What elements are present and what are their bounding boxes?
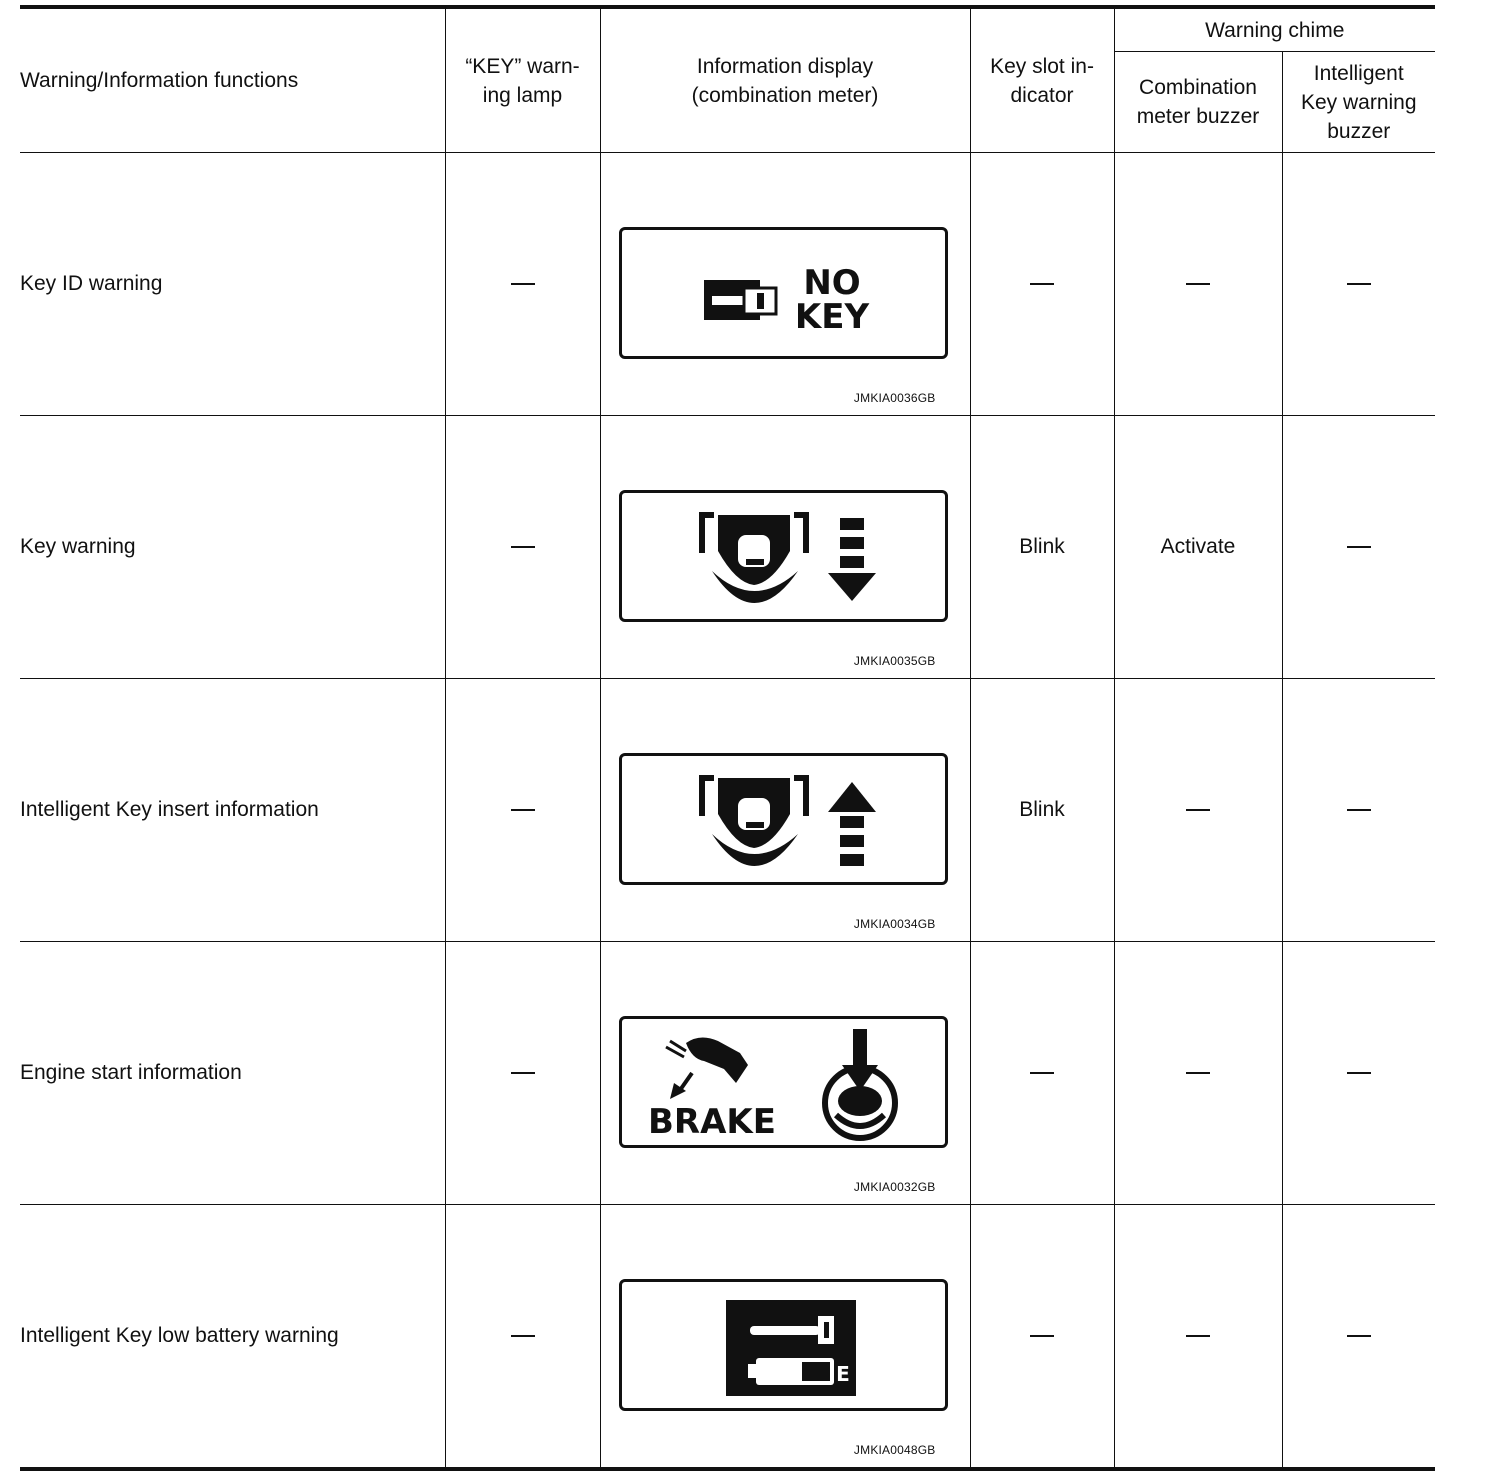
key-lamp-cell xyxy=(445,153,600,416)
table-row xyxy=(20,416,1435,679)
key-slot-cell xyxy=(970,1205,1114,1470)
dash xyxy=(511,546,535,548)
dash xyxy=(1347,1335,1371,1337)
brake-push-start-icon xyxy=(619,1016,948,1148)
table-row xyxy=(20,679,1435,942)
header-key-slot: Key slot in- dicator xyxy=(970,7,1114,153)
function-name: Key warning xyxy=(20,416,445,679)
ikey-buzzer-cell xyxy=(1282,942,1435,1205)
combo-buzzer-cell xyxy=(1114,679,1282,942)
image-code: JMKIA0048GB xyxy=(853,1443,936,1457)
dash xyxy=(1030,283,1054,285)
table-row xyxy=(20,942,1435,1205)
display-cell xyxy=(600,416,970,679)
key-slot-cell xyxy=(970,942,1114,1205)
combo-buzzer-cell: Activate xyxy=(1114,416,1282,679)
header-warning-chime: Warning chime xyxy=(1114,7,1435,52)
table-row xyxy=(20,1205,1435,1470)
header-functions: Warning/Information functions xyxy=(20,7,445,153)
key-lamp-cell xyxy=(445,679,600,942)
dash xyxy=(1186,1335,1210,1337)
combo-buzzer-cell xyxy=(1114,153,1282,416)
image-code: JMKIA0035GB xyxy=(853,654,936,668)
ikey-buzzer-cell xyxy=(1282,153,1435,416)
key-lamp-cell xyxy=(445,1205,600,1470)
dash xyxy=(1186,283,1210,285)
display-cell xyxy=(600,1205,970,1470)
key-lamp-cell xyxy=(445,416,600,679)
display-cell xyxy=(600,679,970,942)
ikey-buzzer-cell xyxy=(1282,1205,1435,1470)
header-key-lamp: “KEY” warn- ing lamp xyxy=(445,7,600,153)
key-slot-cell xyxy=(970,153,1114,416)
key-slot-cell: Blink xyxy=(970,679,1114,942)
dash xyxy=(511,1335,535,1337)
display-cell xyxy=(600,153,970,416)
no-text: NO xyxy=(802,263,861,303)
function-name: Intelligent Key low battery warning xyxy=(20,1205,445,1470)
empty-e-text: E xyxy=(835,1362,850,1386)
header-info-display: Information display (combination meter) xyxy=(600,7,970,153)
header-ikey-buzzer: Intelligent Key warning buzzer xyxy=(1282,52,1435,153)
dash xyxy=(511,1072,535,1074)
function-name: Key ID warning xyxy=(20,153,445,416)
key-low-battery-icon xyxy=(619,1279,948,1411)
dash xyxy=(1186,1072,1210,1074)
image-code: JMKIA0034GB xyxy=(853,917,936,931)
dash xyxy=(1030,1072,1054,1074)
dash xyxy=(511,809,535,811)
dash xyxy=(1186,809,1210,811)
dash xyxy=(511,283,535,285)
dash xyxy=(1347,546,1371,548)
function-name: Engine start information xyxy=(20,942,445,1205)
dash xyxy=(1347,809,1371,811)
combo-buzzer-cell xyxy=(1114,1205,1282,1470)
dash xyxy=(1347,1072,1371,1074)
brake-text: BRAKE xyxy=(647,1102,776,1142)
dash xyxy=(1347,283,1371,285)
header-combo-buzzer: Combination meter buzzer xyxy=(1114,52,1282,153)
key-lamp-cell xyxy=(445,942,600,1205)
dash xyxy=(1030,1335,1054,1337)
combo-buzzer-cell xyxy=(1114,942,1282,1205)
no-key-icon xyxy=(619,227,948,359)
image-code: JMKIA0032GB xyxy=(853,1180,936,1194)
ikey-buzzer-cell xyxy=(1282,416,1435,679)
table-row xyxy=(20,153,1435,416)
key-insert-icon xyxy=(619,753,948,885)
function-name: Intelligent Key insert information xyxy=(20,679,445,942)
display-cell xyxy=(600,942,970,1205)
key-slot-cell: Blink xyxy=(970,416,1114,679)
key-remove-icon xyxy=(619,490,948,622)
ikey-buzzer-cell xyxy=(1282,679,1435,942)
image-code: JMKIA0036GB xyxy=(853,391,936,405)
warning-function-table xyxy=(20,5,1435,1471)
key-text: KEY xyxy=(794,297,869,337)
